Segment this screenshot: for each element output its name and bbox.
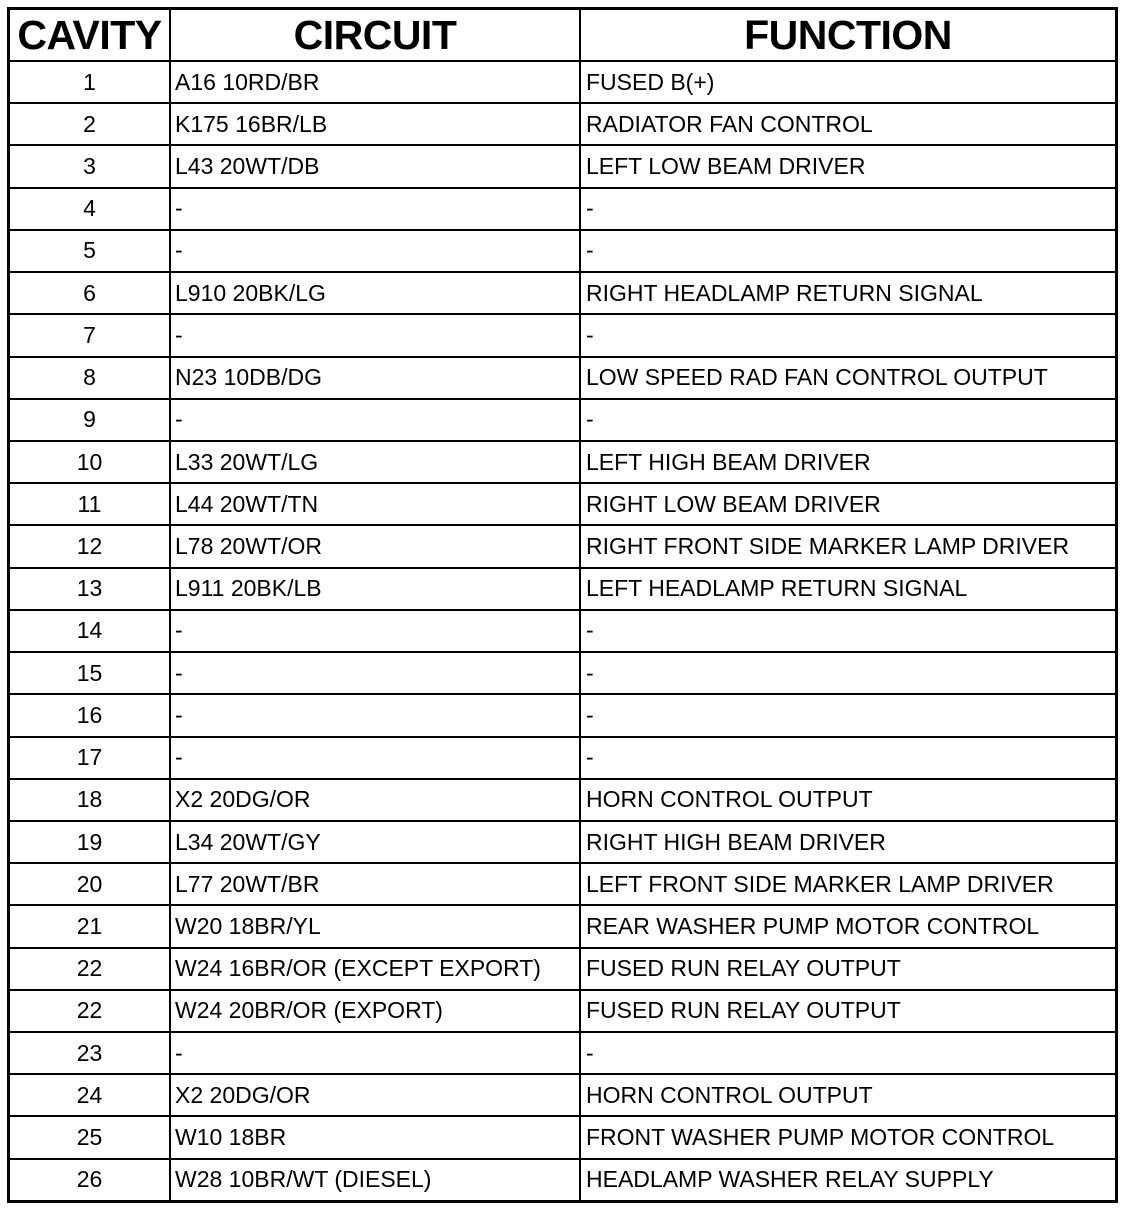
- circuit-cell: X2 20DG/OR: [170, 1074, 580, 1116]
- function-cell: LEFT HIGH BEAM DRIVER: [580, 441, 1115, 483]
- circuit-cell: L911 20BK/LB: [170, 568, 580, 610]
- circuit-cell: K175 16BR/LB: [170, 103, 580, 145]
- table-row: [10, 314, 1115, 356]
- function-cell: -: [580, 694, 1115, 736]
- cavity-cell: 26: [10, 1159, 170, 1200]
- connector-pinout-table-frame: [7, 7, 1118, 1203]
- table-row: [10, 1032, 1115, 1074]
- circuit-cell: L44 20WT/TN: [170, 483, 580, 525]
- cavity-cell: 15: [10, 652, 170, 694]
- cavity-cell: 19: [10, 821, 170, 863]
- table-row: [10, 1116, 1115, 1158]
- circuit-cell: N23 10DB/DG: [170, 357, 580, 399]
- circuit-cell: W24 20BR/OR (EXPORT): [170, 990, 580, 1032]
- circuit-cell: W10 18BR: [170, 1116, 580, 1158]
- circuit-cell: -: [170, 314, 580, 356]
- table-row: [10, 1074, 1115, 1116]
- table-row: [10, 610, 1115, 652]
- cavity-cell: 10: [10, 441, 170, 483]
- cavity-cell: 21: [10, 905, 170, 947]
- circuit-cell: -: [170, 399, 580, 441]
- function-cell: LEFT FRONT SIDE MARKER LAMP DRIVER: [580, 863, 1115, 905]
- circuit-cell: W24 16BR/OR (EXCEPT EXPORT): [170, 948, 580, 990]
- table-row: [10, 863, 1115, 905]
- table-row: [10, 821, 1115, 863]
- cavity-cell: 17: [10, 737, 170, 779]
- cavity-cell: 16: [10, 694, 170, 736]
- table-row: [10, 525, 1115, 567]
- circuit-cell: W28 10BR/WT (DIESEL): [170, 1159, 580, 1200]
- function-cell: -: [580, 610, 1115, 652]
- table-row: [10, 990, 1115, 1032]
- circuit-cell: -: [170, 610, 580, 652]
- function-cell: RADIATOR FAN CONTROL: [580, 103, 1115, 145]
- table-row: [10, 1159, 1115, 1200]
- table-row: [10, 483, 1115, 525]
- cavity-cell: 1: [10, 61, 170, 103]
- cavity-cell: 13: [10, 568, 170, 610]
- function-cell: -: [580, 652, 1115, 694]
- function-cell: REAR WASHER PUMP MOTOR CONTROL: [580, 905, 1115, 947]
- cavity-cell: 7: [10, 314, 170, 356]
- circuit-cell: -: [170, 1032, 580, 1074]
- table-row: [10, 779, 1115, 821]
- function-cell: LEFT LOW BEAM DRIVER: [580, 145, 1115, 187]
- function-cell: -: [580, 188, 1115, 230]
- function-cell: LEFT HEADLAMP RETURN SIGNAL: [580, 568, 1115, 610]
- circuit-cell: L910 20BK/LG: [170, 272, 580, 314]
- function-cell: RIGHT LOW BEAM DRIVER: [580, 483, 1115, 525]
- cavity-cell: 22: [10, 948, 170, 990]
- connector-pinout-table: [10, 10, 1115, 1200]
- table-row: [10, 357, 1115, 399]
- circuit-cell: X2 20DG/OR: [170, 779, 580, 821]
- cavity-cell: 8: [10, 357, 170, 399]
- table-row: [10, 694, 1115, 736]
- cavity-cell: 4: [10, 188, 170, 230]
- header-cavity: CAVITY: [10, 10, 170, 61]
- circuit-cell: L34 20WT/GY: [170, 821, 580, 863]
- function-cell: FUSED RUN RELAY OUTPUT: [580, 990, 1115, 1032]
- circuit-cell: -: [170, 737, 580, 779]
- circuit-cell: -: [170, 188, 580, 230]
- circuit-cell: L77 20WT/BR: [170, 863, 580, 905]
- function-cell: HEADLAMP WASHER RELAY SUPPLY: [580, 1159, 1115, 1200]
- function-cell: RIGHT HEADLAMP RETURN SIGNAL: [580, 272, 1115, 314]
- cavity-cell: 12: [10, 525, 170, 567]
- table-body: [10, 61, 1115, 1200]
- function-cell: HORN CONTROL OUTPUT: [580, 779, 1115, 821]
- table-row: [10, 61, 1115, 103]
- circuit-cell: -: [170, 652, 580, 694]
- circuit-cell: L43 20WT/DB: [170, 145, 580, 187]
- cavity-cell: 5: [10, 230, 170, 272]
- table-row: [10, 145, 1115, 187]
- cavity-cell: 14: [10, 610, 170, 652]
- table-row: [10, 652, 1115, 694]
- cavity-cell: 11: [10, 483, 170, 525]
- table-row: [10, 905, 1115, 947]
- function-cell: RIGHT HIGH BEAM DRIVER: [580, 821, 1115, 863]
- table-row: [10, 188, 1115, 230]
- header-circuit: CIRCUIT: [170, 10, 580, 61]
- cavity-cell: 24: [10, 1074, 170, 1116]
- cavity-cell: 18: [10, 779, 170, 821]
- function-cell: LOW SPEED RAD FAN CONTROL OUTPUT: [580, 357, 1115, 399]
- function-cell: -: [580, 230, 1115, 272]
- circuit-cell: L33 20WT/LG: [170, 441, 580, 483]
- table-row: [10, 737, 1115, 779]
- table-header-row: [10, 10, 1115, 61]
- circuit-cell: -: [170, 694, 580, 736]
- function-cell: -: [580, 737, 1115, 779]
- header-function: FUNCTION: [580, 10, 1115, 61]
- circuit-cell: -: [170, 230, 580, 272]
- function-cell: FUSED B(+): [580, 61, 1115, 103]
- function-cell: -: [580, 1032, 1115, 1074]
- cavity-cell: 2: [10, 103, 170, 145]
- circuit-cell: W20 18BR/YL: [170, 905, 580, 947]
- circuit-cell: A16 10RD/BR: [170, 61, 580, 103]
- function-cell: FRONT WASHER PUMP MOTOR CONTROL: [580, 1116, 1115, 1158]
- table-row: [10, 103, 1115, 145]
- cavity-cell: 20: [10, 863, 170, 905]
- table-row: [10, 399, 1115, 441]
- table-row: [10, 948, 1115, 990]
- circuit-cell: L78 20WT/OR: [170, 525, 580, 567]
- cavity-cell: 22: [10, 990, 170, 1032]
- cavity-cell: 9: [10, 399, 170, 441]
- cavity-cell: 3: [10, 145, 170, 187]
- cavity-cell: 25: [10, 1116, 170, 1158]
- function-cell: -: [580, 314, 1115, 356]
- cavity-cell: 23: [10, 1032, 170, 1074]
- table-row: [10, 441, 1115, 483]
- cavity-cell: 6: [10, 272, 170, 314]
- function-cell: -: [580, 399, 1115, 441]
- function-cell: HORN CONTROL OUTPUT: [580, 1074, 1115, 1116]
- table-row: [10, 230, 1115, 272]
- function-cell: RIGHT FRONT SIDE MARKER LAMP DRIVER: [580, 525, 1115, 567]
- table-row: [10, 272, 1115, 314]
- function-cell: FUSED RUN RELAY OUTPUT: [580, 948, 1115, 990]
- table-row: [10, 568, 1115, 610]
